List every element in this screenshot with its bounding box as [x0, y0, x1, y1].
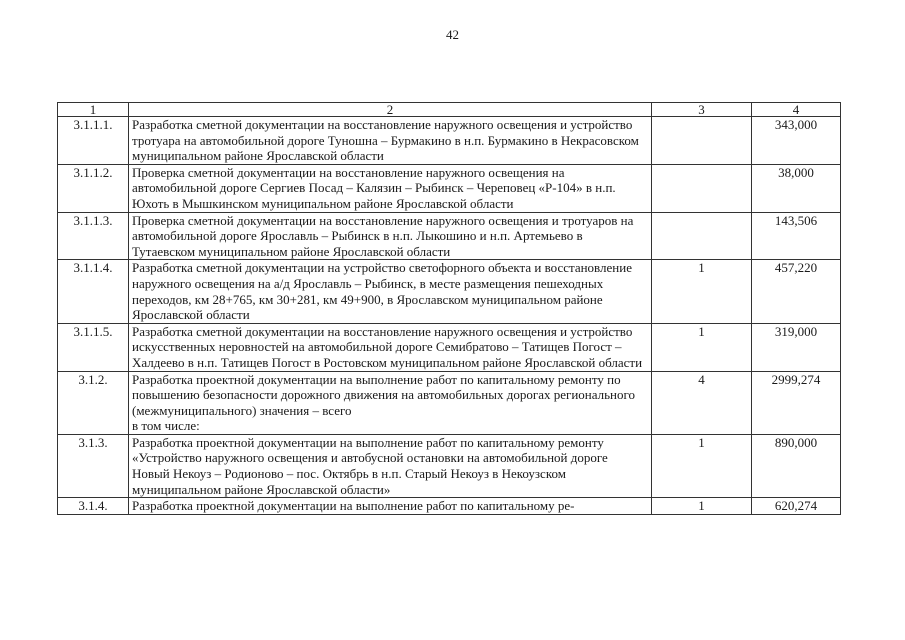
row-quantity	[652, 164, 752, 212]
row-number: 3.1.3.	[58, 434, 129, 497]
row-quantity	[652, 212, 752, 260]
row-number: 3.1.2.	[58, 371, 129, 434]
table-row	[58, 260, 841, 323]
row-quantity: 1	[652, 434, 752, 497]
table-row	[58, 434, 841, 497]
row-amount: 319,000	[752, 323, 841, 371]
row-amount: 143,506	[752, 212, 841, 260]
row-description: Разработка проектной документации на выполнение работ по капитальному ремонту по повышению безопасности дорожного движения на автомобильных дорогах регионального (межмуниципального) значения – всего	[132, 371, 636, 418]
row-description: Разработка сметной документации на восстановление наружного освещения и устройство тротуара на автомобильной дороге Туношна – Бурмакино в н.п. Бурмакино в Некрасовском муниципальном районе Ярославской области	[129, 117, 652, 165]
column-header: 4	[752, 103, 841, 117]
page-number: 42	[446, 27, 459, 42]
row-amount: 457,220	[752, 260, 841, 323]
column-header: 3	[652, 103, 752, 117]
table-row	[58, 371, 841, 434]
row-description-note: в том числе:	[132, 418, 200, 434]
row-quantity	[652, 117, 752, 165]
row-amount: 2999,274	[752, 371, 841, 434]
row-amount: 38,000	[752, 164, 841, 212]
row-amount: 890,000	[752, 434, 841, 497]
row-quantity: 1	[652, 260, 752, 323]
budget-table	[57, 102, 841, 515]
row-description: Разработка проектной документации на выполнение работ по капитальному ремонту «Устройство наружного освещения и автобусной остановки на автомобильной дороге Новый Некоуз – Родионово – пос. Октябрь в н.п. Старый Некоуз в Некоузском муниципальном районе Ярославской области»	[129, 434, 652, 497]
column-header: 1	[58, 103, 129, 117]
row-number: 3.1.1.4.	[58, 260, 129, 323]
row-number: 3.1.4.	[58, 498, 129, 515]
row-description: Разработка сметной документации на восстановление наружного освещения и устройство искусственных неровностей на автомобильной дороге Семибратово – Татищев Погост – Халдеево в н.п. Татищев Погост в Ростовском муниципальном районе Ярославской области	[129, 323, 652, 371]
row-quantity: 1	[652, 323, 752, 371]
table-row	[58, 498, 841, 515]
row-amount: 343,000	[752, 117, 841, 165]
row-description: Разработка сметной документации на устройство светофорного объекта и восстановление наружного освещения на а/д Ярославль – Рыбинск, в месте размещения пешеходных переходов, км 28+765, км 30+281, км 49+900, в Ярославском муниципальном районе Ярославской области	[129, 260, 652, 323]
row-description: Проверка сметной документации на восстановление наружного освещения и тротуаров на автомобильной дороге Ярославль – Рыбинск в н.п. Лыкошино и н.п. Артемьево в Тутаевском муниципальном районе Ярославской области	[129, 212, 652, 260]
row-number: 3.1.1.5.	[58, 323, 129, 371]
row-description: Проверка сметной документации на восстановление наружного освещения на автомобильной дороге Сергиев Посад – Калязин – Рыбинск – Череповец «Р-104» в н.п. Юхоть в Мышкинском муниципальном районе Ярославской области	[129, 164, 652, 212]
column-header: 2	[129, 103, 652, 117]
row-description-block	[129, 371, 652, 434]
table-row	[58, 212, 841, 260]
row-quantity: 1	[652, 498, 752, 515]
table-header-row	[58, 103, 841, 117]
row-amount: 620,274	[752, 498, 841, 515]
table-row	[58, 117, 841, 165]
row-number: 3.1.1.2.	[58, 164, 129, 212]
row-quantity: 4	[652, 371, 752, 434]
table-row	[58, 164, 841, 212]
row-number: 3.1.1.1.	[58, 117, 129, 165]
row-description: Разработка проектной документации на выполнение работ по капитальному ре-	[129, 498, 652, 515]
table-row	[58, 323, 841, 371]
row-number: 3.1.1.3.	[58, 212, 129, 260]
